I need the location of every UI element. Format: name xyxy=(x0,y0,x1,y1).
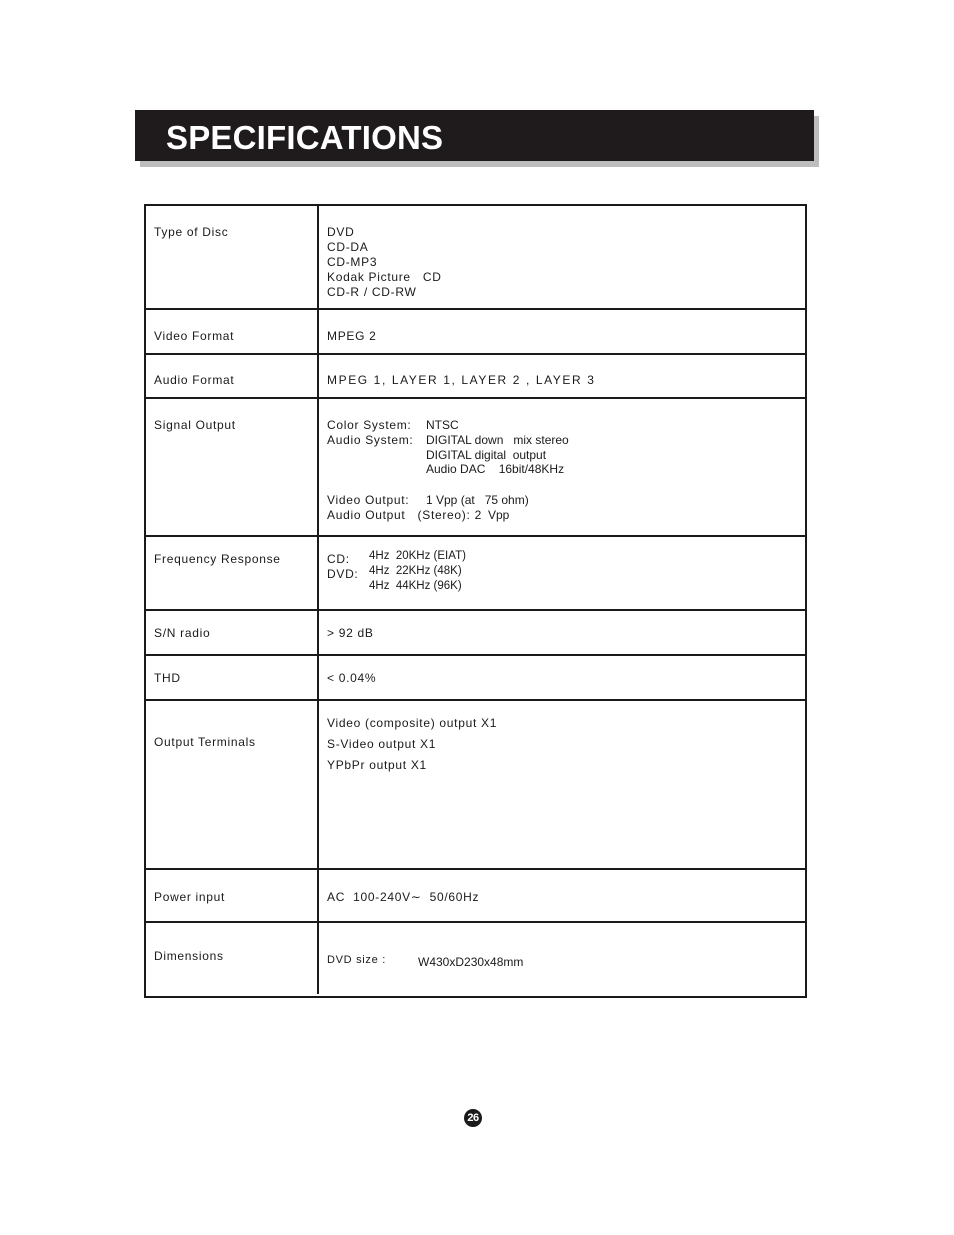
frequency-dvd-label: DVD: xyxy=(327,567,359,581)
audio-system-item: DIGITAL down mix stereo xyxy=(426,433,569,447)
type-of-disc-label: Type of Disc xyxy=(154,225,229,239)
output-terminals-values xyxy=(327,716,497,779)
title-banner xyxy=(135,110,814,161)
audio-system-item: DIGITAL digital output xyxy=(426,447,547,462)
audio-format-label: Audio Format xyxy=(154,373,235,387)
output-terminal-item: S-Video output X1 xyxy=(327,737,437,751)
specifications-table xyxy=(144,204,807,998)
row-divider xyxy=(146,308,805,310)
audio-system-item: Audio DAC 16bit/48KHz xyxy=(426,462,565,476)
disc-type-item: DVD xyxy=(327,225,355,239)
row-divider xyxy=(146,654,805,656)
dvd-size-label: DVD size : xyxy=(327,954,386,966)
color-system-value: NTSC xyxy=(426,418,459,432)
power-input-label: Power input xyxy=(154,890,226,904)
thd-value: < 0.04% xyxy=(327,671,377,685)
audio-output-value: Vpp xyxy=(488,508,510,522)
frequency-item: 4Hz 20KHz (EIAT) xyxy=(369,550,466,562)
video-format-label: Video Format xyxy=(154,329,235,343)
frequency-item: 4Hz 22KHz (48K) xyxy=(369,565,462,577)
frequency-response-label: Frequency Response xyxy=(154,552,281,566)
frequency-values xyxy=(369,549,466,594)
audio-system-label: Audio System: xyxy=(327,433,414,447)
row-divider xyxy=(146,353,805,355)
disc-type-item: CD-R / CD-RW xyxy=(327,285,417,299)
disc-type-item: Kodak Picture CD xyxy=(327,270,442,284)
output-terminal-item: Video (composite) output X1 xyxy=(327,716,498,730)
page-title: SPECIFICATIONS xyxy=(166,119,444,156)
signal-output-label: Signal Output xyxy=(154,418,236,432)
audio-output-label: Audio Output (Stereo): 2 xyxy=(327,508,482,522)
sn-ratio-label: S/N radio xyxy=(154,626,211,640)
video-output-label: Video Output: xyxy=(327,493,410,507)
frequency-cd-label: CD: xyxy=(327,552,350,566)
dimensions-label: Dimensions xyxy=(154,949,224,963)
output-terminal-item: YPbPr output X1 xyxy=(327,758,427,772)
row-divider xyxy=(146,397,805,399)
color-system-label: Color System: xyxy=(327,418,412,432)
row-divider xyxy=(146,535,805,537)
page-number-badge: 26 xyxy=(464,1109,482,1127)
row-divider xyxy=(146,699,805,701)
dvd-size-value: W430xD230x48mm xyxy=(418,955,524,969)
thd-label: THD xyxy=(154,671,181,685)
disc-type-item: CD-MP3 xyxy=(327,255,378,269)
power-input-value: AC 100-240V∼ 50/60Hz xyxy=(327,890,480,904)
column-divider xyxy=(317,206,319,994)
frequency-item: 4Hz 44KHz (96K) xyxy=(369,580,462,592)
disc-type-item: CD-DA xyxy=(327,240,369,254)
video-output-value: 1 Vpp (at 75 ohm) xyxy=(426,493,529,507)
type-of-disc-values xyxy=(327,225,442,300)
row-divider xyxy=(146,609,805,611)
video-format-value: MPEG 2 xyxy=(327,329,377,343)
row-divider xyxy=(146,921,805,923)
output-terminals-label: Output Terminals xyxy=(154,735,256,749)
sn-ratio-value: > 92 dB xyxy=(327,626,374,640)
audio-system-values xyxy=(426,433,569,477)
row-divider xyxy=(146,868,805,870)
audio-format-value: MPEG 1, LAYER 1, LAYER 2 , LAYER 3 xyxy=(327,373,596,387)
